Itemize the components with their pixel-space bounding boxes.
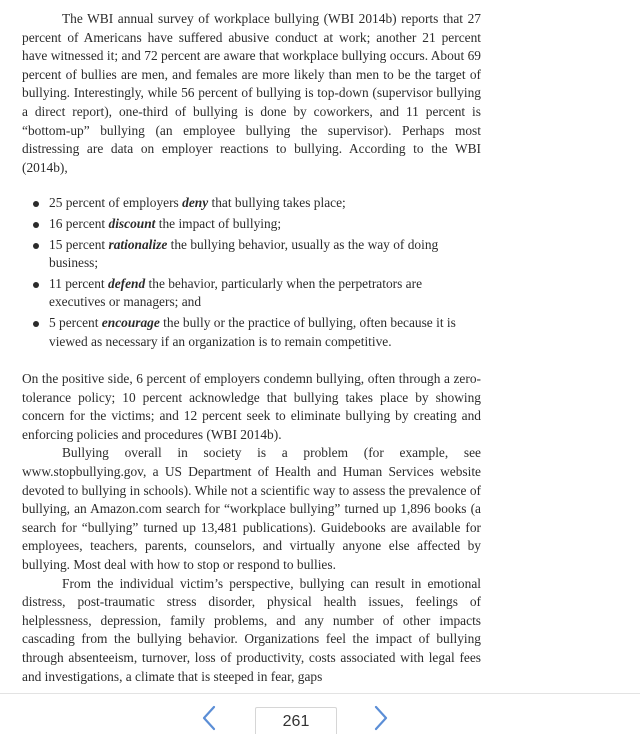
- paragraph-victim-perspective: From the individual victim’s perspective, bullying can result in emotional distress, post-traumatic stress disorder, physical health issues, feelings of helplessness, depression, family problems, and any number of other impacts cascading from the bullying behavior. Organizations feel the impact of bullying through absenteeism, turnover, loss of productivity, costs associated with legal fees and investigations, a climate that is steeped in fear, gaps: [22, 575, 481, 684]
- bullet-emphasis: encourage: [101, 314, 160, 330]
- bullet-text-after: the bullying behavior, usually as the way of doing business;: [49, 236, 439, 271]
- paragraph-wbi-survey: The WBI annual survey of workplace bullying (WBI 2014b) reports that 27 percent of Americans have suffered abusive conduct at work; another 21 percent have witnessed it; and 72 percent are aware that workplace bullying occurs. About 69 percent of bullies are men, and females are more likely than men to be the target of bullying. Interestingly, while 56 percent of bullying is top-down (supervisor bullying a direct report), one-third of bullying is done by coworkers, and 11 percent is “bottom-up” bullying (an employee bullying the supervisor). Perhaps most distressing are data on employer reactions to bullying. According to the WBI (2014b),: [22, 11, 481, 175]
- book-page: [22, 10, 481, 686]
- bullet-text-before: 5 percent: [49, 314, 102, 330]
- list-item: [27, 236, 481, 273]
- bullet-text-before: 15 percent: [49, 236, 109, 252]
- chevron-right-icon: [366, 703, 396, 733]
- bullet-icon: [33, 282, 39, 288]
- bullet-text-after: the bully or the practice of bullying, often because it is viewed as necessary if an organization is to remain competitive.: [49, 314, 456, 349]
- page-divider: [0, 693, 640, 694]
- bullet-emphasis: defend: [108, 275, 146, 291]
- employer-reactions-list: [22, 194, 481, 351]
- paragraph-bullying-society: Bullying overall in society is a problem (for example, see www.stopbullying.gov, a US Department of Health and Human Services website devoted to bullying in schools). While not a scientific way to assess the prevalence of bullying, an Amazon.com search for “workplace bullying” turned up 1,896 books (a search for “bullying” turned up 13,481 publications). Guidebooks are available for employees, teachers, parents, counselors, and virtually anyone else affected by bullying. Most deal with how to stop or respond to bullies.: [22, 445, 481, 573]
- bullet-text-after: the impact of bullying;: [155, 215, 282, 231]
- next-page-button[interactable]: [366, 703, 396, 733]
- previous-page-button[interactable]: [195, 703, 225, 733]
- paragraph-positive-side: On the positive side, 6 percent of employers condemn bullying, often through a zero-tolerance policy; 10 percent acknowledge that bullying takes place by showing concern for the victims; and 12 percent seek to eliminate bullying by creating and enforcing policies and procedures (WBI 2014b).: [22, 371, 481, 442]
- list-item: [27, 314, 481, 351]
- bullet-icon: [33, 201, 39, 207]
- bullet-icon: [33, 321, 39, 327]
- bullet-text-after: that bullying takes place;: [208, 195, 346, 211]
- bullet-emphasis: rationalize: [108, 236, 168, 252]
- page-number: 261: [255, 707, 337, 734]
- list-item: [27, 215, 481, 234]
- bullet-icon: [33, 243, 39, 249]
- bullet-text-before: 11 percent: [49, 275, 108, 291]
- chevron-left-icon: [195, 703, 225, 733]
- page-navigation: [0, 701, 640, 732]
- bullet-text-after: the behavior, particularly when the perpetrators are executives or managers; and: [49, 275, 423, 310]
- bullet-text-before: 25 percent of employers: [49, 195, 183, 211]
- bullet-emphasis: discount: [108, 215, 156, 231]
- bullet-emphasis: deny: [182, 195, 209, 211]
- list-item: [27, 194, 481, 213]
- bullet-text-before: 16 percent: [49, 215, 109, 231]
- list-item: [27, 275, 481, 312]
- bullet-icon: [33, 222, 39, 228]
